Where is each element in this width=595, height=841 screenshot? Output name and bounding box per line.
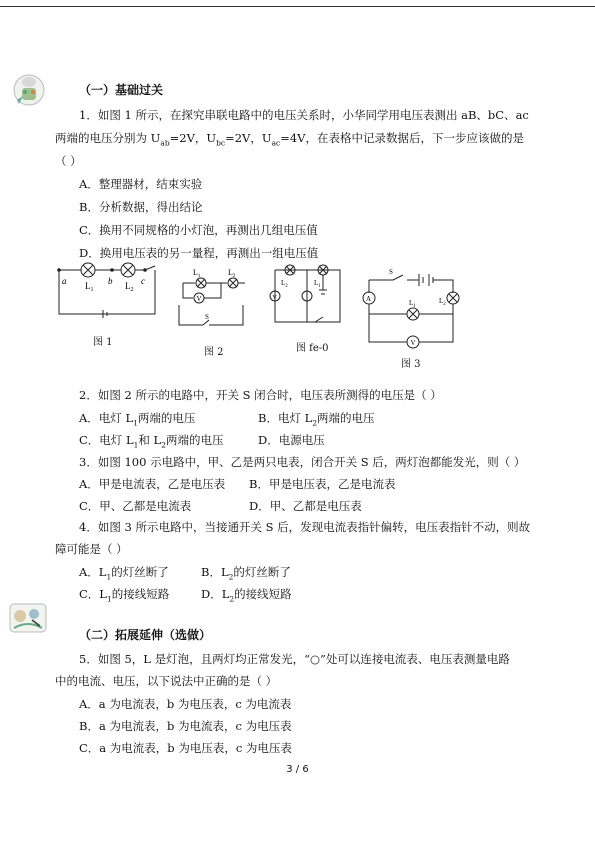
q4-option-c: C．$L_1$的接线短路	[79, 587, 170, 604]
fig1-label-l1: $L_1$	[85, 281, 94, 293]
q1-option-d: D．换用电压表的另一量程，再测出一组电压值	[79, 246, 319, 260]
fig1-label-c: c	[141, 276, 145, 286]
q3-option-d: D．甲、乙都是电压表	[249, 499, 362, 513]
section-icon-extension	[8, 600, 48, 636]
q1-option-b: B．分析数据，得出结论	[79, 200, 203, 214]
fig-fe0-label-l1: $L_1$	[314, 279, 321, 289]
header-rule	[0, 6, 595, 7]
fig3-ammeter-label: A	[366, 295, 372, 303]
figure-2-circuit	[173, 265, 253, 330]
q1-option-a: A．整理器材，结束实验	[79, 177, 203, 191]
figure-2-caption: 图 2	[204, 347, 224, 358]
q2-stem: 2．如图 2 所示的电路中，开关 S 闭合时，电压表所测得的电压是（ ）	[79, 388, 442, 402]
q4-option-b: B．$L_2$的灯丝断了	[201, 565, 291, 582]
fig3-label-l1: $L_1$	[409, 299, 416, 309]
q5-line1: 5．如图 5，L 是灯泡，且两灯均正常发光，“○”处可以连接电流表、电压表测量电路	[79, 652, 510, 666]
fig2-switch-label: S	[205, 313, 209, 321]
figure-fe0-caption: 图 fe-0	[296, 343, 329, 354]
q3-option-c: C．甲、乙都是电流表	[79, 499, 192, 513]
q1-line3: （ ）	[55, 154, 82, 168]
q4-option-d: D．$L_2$的接线短路	[201, 587, 292, 604]
fig3-label-l2: $L_2$	[439, 297, 446, 307]
q3-option-b: B．甲是电压表，乙是电流表	[249, 477, 396, 491]
figure-fe0-circuit	[265, 262, 350, 330]
q1-option-c: C．换用不同规格的小灯泡，再测出几组电压值	[79, 223, 318, 237]
q2-option-d: D．电源电压	[258, 433, 325, 447]
q3-option-a: A．甲是电流表，乙是电压表	[79, 477, 226, 491]
fig2-voltmeter-label: V	[196, 295, 202, 303]
q4-line1: 4．如图 3 所示电路中，当接通开关 S 后，发现电流表指针偏转，电压表指针不动，则故	[79, 520, 531, 534]
q5-option-c: C．a 为电流表，b 为电压表，c 为电压表	[79, 741, 292, 755]
fig3-switch-label: S	[389, 268, 393, 276]
q5-line2: 中的电流、电压，以下说法中正确的是（ ）	[55, 674, 278, 688]
fig2-label-l2: $L_2$	[228, 268, 236, 279]
page-number: 3 / 6	[286, 764, 309, 775]
fig1-label-a: a	[62, 276, 67, 286]
q3-stem: 3．如图 100 示电路中，甲、乙是两只电表，闭合开关 S 后，两灯泡都能发光，则（ ）	[79, 455, 526, 469]
q1-line2: 两端的电压分别为 $U_{ab}=2V$，$U_{bc}=2V$，$U_{ac}=4V$，在表格中记录数据后，下一步应该做的是	[55, 131, 524, 148]
fig1-label-b: b	[108, 276, 113, 286]
section-icon-basic	[11, 70, 47, 108]
fig-fe0-label-l2: $L_2$	[281, 279, 288, 289]
section2-heading: （二）拓展延伸（选做）	[79, 628, 212, 642]
fig1-label-l2: $L_2$	[125, 281, 134, 293]
q1-line1: 1．如图 1 所示，在探究串联电路中的电压关系时，小华同学用电压表测出 aB、bC、ac	[79, 108, 529, 122]
q2-option-b: B．电灯 $L_2$两端的电压	[258, 411, 375, 428]
fig-fe0-meter1: V	[272, 295, 277, 301]
q2-option-c: C．电灯 $L_1$和 $L_2$两端的电压	[79, 433, 224, 450]
q4-line2: 障可能是（ ）	[55, 542, 128, 556]
q2-option-a: A．电灯 $L_1$两端的电压	[79, 411, 196, 428]
section1-heading: （一）基础过关	[79, 83, 164, 97]
fig2-label-l1: $L_1$	[193, 268, 201, 279]
q5-option-a: A．a 为电流表，b 为电压表，c 为电流表	[79, 697, 292, 711]
fig3-voltmeter-label: V	[410, 339, 416, 347]
q4-option-a: A．$L_1$的灯丝断了	[79, 565, 169, 582]
figure-1-caption: 图 1	[93, 337, 113, 348]
q5-option-b: B．a 为电流表，b 为电流表，c 为电压表	[79, 719, 292, 733]
figure-3-circuit	[355, 262, 465, 352]
figure-1-circuit	[55, 262, 165, 322]
figure-3-caption: 图 3	[401, 359, 421, 370]
